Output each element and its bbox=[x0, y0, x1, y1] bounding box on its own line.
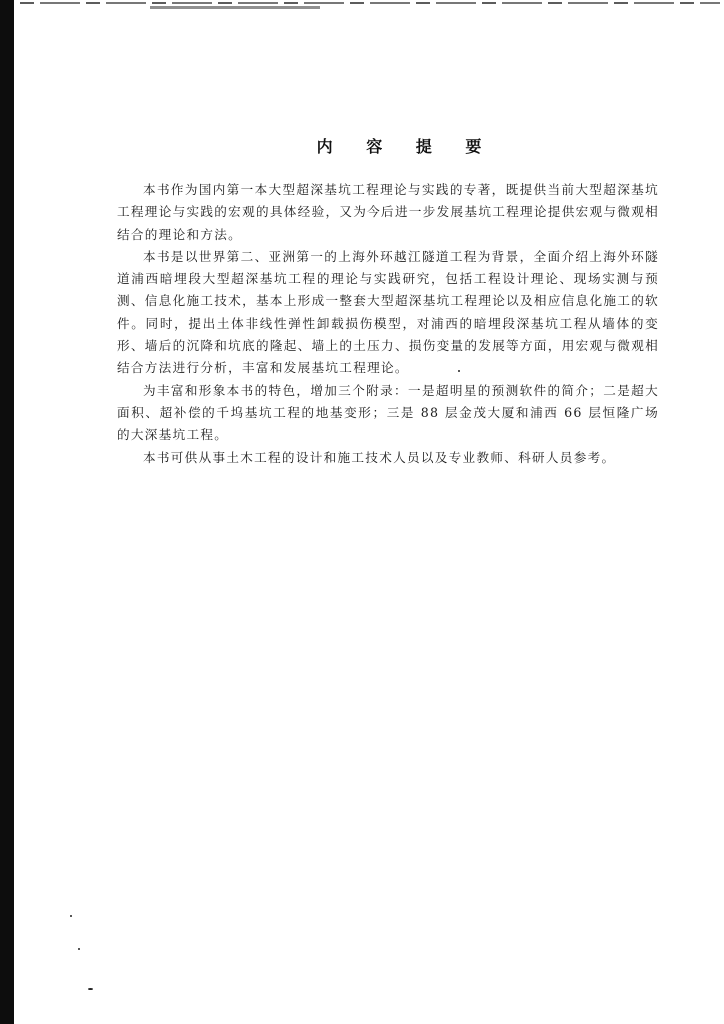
scan-border-top bbox=[20, 2, 720, 4]
scan-speck bbox=[78, 948, 80, 950]
scan-mark-top bbox=[150, 6, 320, 9]
paragraph-audience: 本书可供从事土木工程的设计和施工技术人员以及专业教师、科研人员参考。 bbox=[143, 449, 616, 465]
scan-border-left bbox=[0, 0, 14, 1024]
paragraph-intro: 本书作为国内第一本大型超深基坑工程理论与实践的专著，既提供当前大型超深基坑工程理论与实践的宏观的具体经验，又为今后进一步发展基坑工程理论提供宏观与微观相结合的理论和方法。 bbox=[117, 182, 659, 242]
paragraph-appendix: 为丰富和形象本书的特色，增加三个附录：一是超明星的预测软件的简介；二是超大面积、超补偿的千坞基坑工程的地基变形；三是 88 层金茂大厦和浦西 66 层恒隆广场的大深基坑工程。 bbox=[117, 382, 659, 443]
scan-speck bbox=[458, 370, 460, 372]
scan-speck bbox=[70, 915, 72, 917]
page-content bbox=[117, 134, 659, 469]
paragraph-content: 本书是以世界第二、亚洲第一的上海外环越江隧道工程为背景，全面介绍上海外环隧道浦西暗埋段大型超深基坑工程的理论与实践研究，包括工程设计理论、现场实测与预测、信息化施工技术，基本上形成一整套大型超深基坑工程理论以及相应信息化施工的软件。同时，提出土体非线性弹性卸载损伤模型，对浦西的暗埋段深基坑工程从墙体的变形、墙后的沉降和坑底的隆起、墙上的土压力、损伤变量的发展等方面，用宏观与微观相结合方法进行分析，丰富和发展基坑工程理论。 bbox=[117, 248, 659, 376]
page-title: 内 容 提 要 bbox=[316, 137, 496, 156]
scan-speck bbox=[88, 988, 93, 990]
